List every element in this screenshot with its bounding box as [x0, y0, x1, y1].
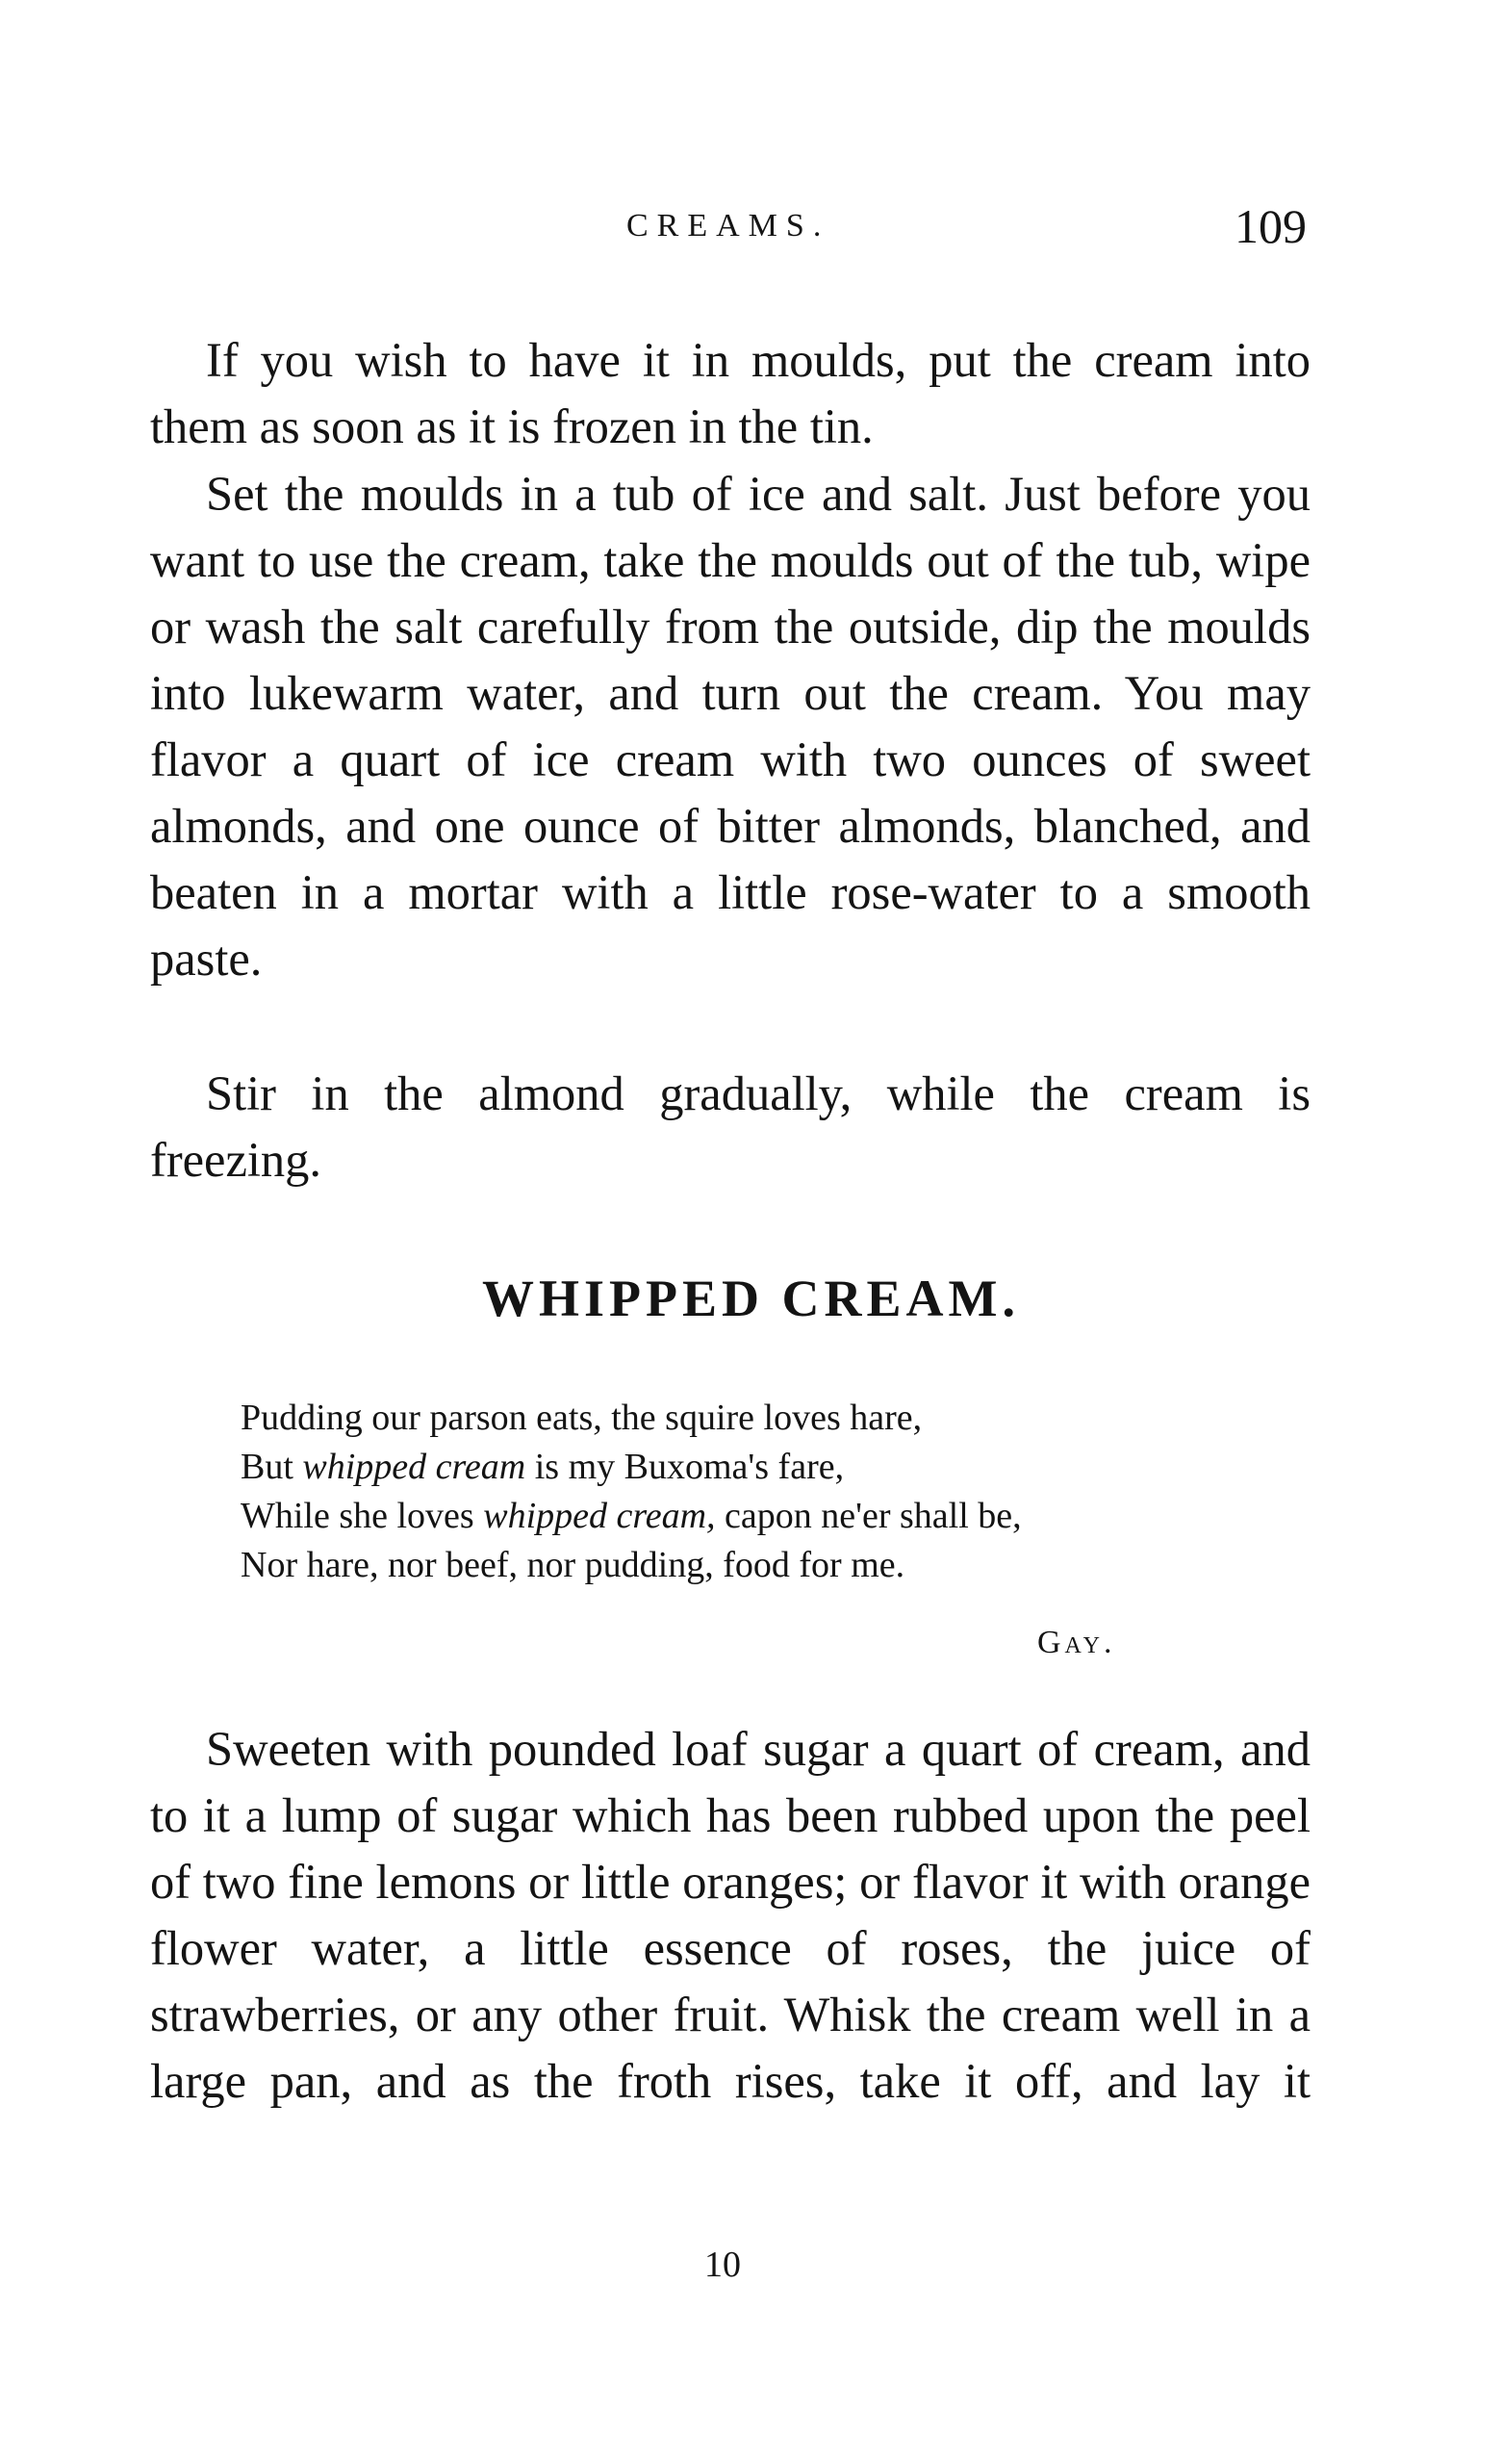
- verse-line: While she loves whipped cream, capon ne'er shall be,: [241, 1496, 1022, 1536]
- verse-attribution: Gay.: [1037, 1625, 1116, 1660]
- epigraph-verse: [241, 1394, 1299, 1590]
- paragraph-setting-moulds: Set the moulds in a tub of ice and salt. Just before you want to use the cream, take the moulds out of the tub, wipe or wash the salt carefully from the outside, dip the moulds into lukewarm water, and turn out the cream. You may flavor a quart of ice cream with two ounces of sweet almonds, and one ounce of bitter almonds, blanched, and beaten in a mortar with a little rose-water to a smooth paste.: [150, 467, 1311, 986]
- verse-line: Nor hare, nor beef, nor pudding, food for me.: [241, 1545, 905, 1585]
- running-title: CREAMS.: [626, 208, 830, 244]
- verse-line: But whipped cream is my Buxoma's fare,: [241, 1447, 845, 1487]
- signature-mark: 10: [704, 2245, 741, 2285]
- verse-line: Pudding our parson eats, the squire loves hare,: [241, 1398, 923, 1438]
- paragraph-moulds: If you wish to have it in moulds, put the cream into them as soon as it is frozen in the tin.: [150, 333, 1311, 453]
- paragraph-whipped-cream-recipe: Sweeten with pounded loaf sugar a quart of cream, and to it a lump of sugar which has been rubbed upon the peel of two fine lemons or little oranges; or flavor it with orange flower water, a little essence of roses, the juice of strawberries, or any other fruit. Whisk the cream well in a large pan, and as the froth rises, take it off, and lay it: [150, 1722, 1311, 2108]
- page-number: 109: [1235, 199, 1307, 253]
- paragraph-stir-almond: Stir in the almond gradually, while the cream is freezing.: [150, 1066, 1311, 1187]
- section-heading: WHIPPED CREAM.: [482, 1270, 1020, 1327]
